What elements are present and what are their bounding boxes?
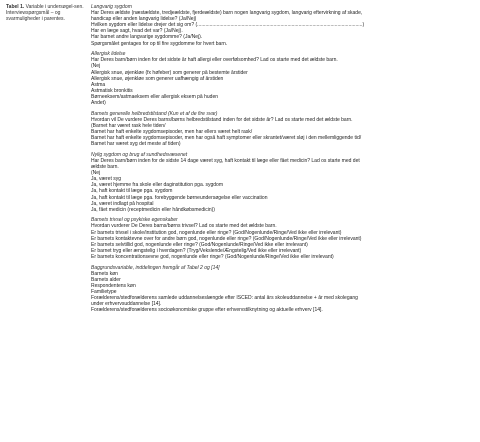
section-line: Børneeksem/astmaeksem eller allergisk eksem på huden	[91, 93, 218, 100]
section-line: Hvilken sygdom eller lidelse drejer det sig om? (.......................................................................................................................)	[91, 22, 365, 29]
section-line: Ja, været indlagt på hospital	[91, 200, 154, 207]
section-line: Barnet har haft enkelte sygdomsepisoder, men har ellers været helt rask/	[91, 128, 253, 135]
section-line: Har en læge sagt, hvad det var? (Ja/Nej).	[91, 28, 183, 35]
section-line: Ja, fået medicin (receptmedicin eller håndkøbsmedicin))	[91, 206, 215, 213]
section-line: Hvordan vurderer De Deres barns/børns trivsel? Lad os starte med det ældste barn.	[91, 223, 277, 230]
section-line: Ja, været hjemme fra skole eller daginstitution pga. sygdom	[91, 182, 224, 189]
section-line: Barnets køn	[91, 270, 118, 277]
section-line: Barnets alder	[91, 276, 121, 283]
table-content	[91, 4, 474, 442]
section-line: Er barnets selvtillid god, nogenlunde eller ringe? (God/Nogenlunde/Ringe/Ved ikke eller irrelevant)	[91, 241, 308, 248]
section-line: Allergisk snue, øjenkløe (fx høfeber) som generer på bestemte årstider	[91, 69, 248, 76]
section-allergisk-lidelse	[91, 51, 474, 106]
table-caption	[6, 4, 91, 442]
section-line: Hvordan vil De vurdere Deres barns/børns helbredstilstand inden for det sidste år? Lad os starte med det ældste barn.	[91, 116, 353, 123]
section-line: Barnet har haft enkelte sygdomsepisoder, men har også haft symptomer eller skrantet/været sløj i den mellemliggende tid/	[91, 135, 362, 142]
section-langvarig-sygdom	[91, 4, 474, 47]
section-line: Familietype	[91, 289, 117, 295]
section-line: Har Deres barn/børn inden for de sidste 14 dage været syg, haft kontakt til læge eller fået medicin? Lad os starte med det	[91, 157, 360, 164]
section-line: Respondentens køn	[91, 282, 136, 289]
section-line: Forælderens/stedforælderens samlede uddannelseslængde efter ISCED: antal års skoleuddannelse + år med skolegang	[91, 295, 358, 302]
section-line: (Nej	[91, 170, 101, 177]
section-line: Er barnets koncentrationsevne god, nogenlunde eller ringe? (God/Nogenlunde/Ringe/Ved ikke eller irrelevant)	[91, 253, 334, 260]
section-line: under erhvervsuddannelse [14].	[91, 301, 162, 308]
section-nylig-sygdom	[91, 152, 474, 213]
section-line: Har barnet andre langvarige sygdomme? (Ja/Nej).	[91, 34, 203, 41]
section-heading: Barnets generelle helbredstilstand (Kun et af de fire svar)	[91, 110, 218, 117]
section-heading: Allergisk lidelse	[91, 51, 126, 58]
section-line: Ja, været syg	[91, 176, 122, 183]
section-line: Astmatisk bronkitis	[91, 87, 133, 94]
section-line: Astma	[91, 81, 106, 88]
section-trivsel	[91, 217, 474, 260]
section-line: Ja, haft kontakt til læge pga. sygdom	[91, 188, 173, 195]
section-line: Spørgsmålet gentages for op til fire sygdomme for hvert barn.	[91, 40, 228, 47]
section-line: Barnet har været syg det meste af tiden)	[91, 141, 181, 148]
section-line: Er barnets trivsel i skole/institution god, nogenlunde eller ringe? (God/Nogenlunde/Ringe/Ved ikke eller irrelevant)	[91, 229, 342, 236]
section-heading: Langvarig sygdom	[91, 4, 132, 10]
section-line: Har Deres barn/børn inden for det sidste år haft allergi eller overfølsomhed? Lad os starte med det ældste barn.	[91, 57, 338, 64]
table-caption-label: Tabel 1.	[6, 4, 25, 10]
section-line: (Barnet har været rask hele tiden/	[91, 122, 166, 129]
section-line: Allergisk snue, øjenkløe som generer uafhængig af årstiden	[91, 75, 224, 82]
table-caption-text: Variable i undersøgel-sen. Interviewspørgsmål – og svarmuligheder i parentes.	[6, 4, 84, 23]
section-line: Er barnet tryg eller ængstelig i hverdagen? (Tryg/Vekslende/Ængstelig/Ved ikke eller irrelevant)	[91, 247, 302, 254]
section-line: handicap eller anden langvarig lidelse? (Ja/Nej)	[91, 16, 197, 23]
section-line: (Nej	[91, 63, 101, 70]
section-line: Forælderens/stedforælderens socioøkonomiske gruppe efter erhvervstilknytning og aktuelle erhverv [14].	[91, 307, 323, 314]
section-baggrundsvariable	[91, 265, 474, 314]
section-heading: Barnets trivsel og psykiske egenskaber	[91, 217, 178, 224]
section-heading: Nylig sygdom og brug af sundhedsvæsenet	[91, 151, 188, 158]
section-line: ældste barn.	[91, 164, 119, 171]
section-line: Er barnets kontaktevne over for andre børn god, nogenlunde eller ringe? (God/Nogenlunde/Ringe/Ved ikke eller irrelevant)	[91, 235, 362, 242]
section-heading: Baggrundsvariable, inddelingen fremgår af Tabel 2 og [14]	[91, 264, 220, 271]
section-helbredstilstand	[91, 111, 474, 148]
section-line: Ja, haft kontakt til læge pga. forebyggende børneundersøgelse eller vaccination	[91, 194, 268, 201]
section-line: Har Deres ældste (næstældste, tredjeældste, fjerdeældste) barn nogen langvarig sygdom, langvarig eftervirkning af skade,	[91, 10, 363, 17]
section-line: Andet)	[91, 100, 106, 106]
